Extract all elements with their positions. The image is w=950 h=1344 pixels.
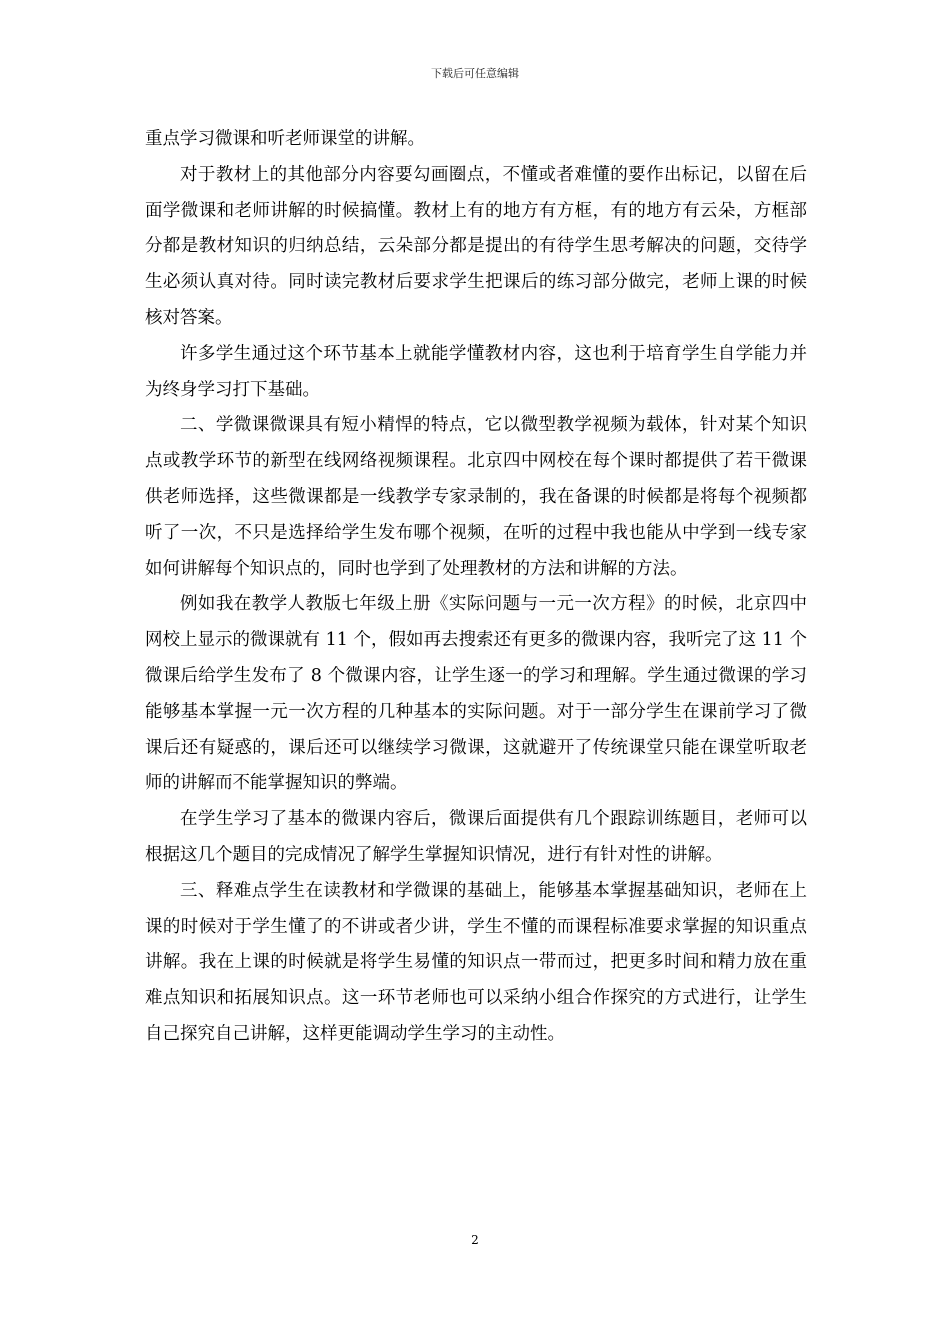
paragraph-textbook-marking: 对于教材上的其他部分内容要勾画圈点，不懂或者难懂的要作出标记，以留在后面学微课和老师讲解的时候搞懂。教材上有的地方有方框，有的地方有云朵，方框部分都是教材知识的归纳总结，云朵部分都是提出的有待学生思考解决的问题，交待学生必须认真对待。同时读完教材后要求学生把课后的练习部分做完，老师上课的时候核对答案。 <box>145 164 807 328</box>
paragraph-tracking-exercises: 在学生学习了基本的微课内容后，微课后面提供有几个跟踪训练题目，老师可以根据这几个题目的完成情况了解学生掌握知识情况，进行有针对性的讲解。 <box>145 809 807 865</box>
paragraph-micro-course: 二、学微课微课具有短小精悍的特点，它以微型教学视频为载体，针对某个知识点或教学环节的新型在线网络视频课程。北京四中网校在每个课时都提供了若干微课供老师选择，这些微课都是一线教学专家录制的，我在备课的时候都是将每个视频都听了一次，不只是选择给学生发布哪个视频，在听的过程中我也能从中学到一线专家如何讲解每个知识点的，同时也学到了处理教材的方法和讲解的方法。 <box>145 415 807 579</box>
document-body <box>145 122 807 1053</box>
paragraph-self-study: 许多学生通过这个环节基本上就能学懂教材内容，这也利于培育学生自学能力并为终身学习打下基础。 <box>145 343 807 400</box>
paragraph-difficult-points: 三、释难点学生在读教材和学微课的基础上，能够基本掌握基础知识，老师在上课的时候对于学生懂了的不讲或者少讲，学生不懂的而课程标准要求掌握的知识重点讲解。我在上课的时候就是将学生易懂的知识点一带而过，把更多时间和精力放在重难点知识和拓展知识点。这一环节老师也可以采纳小组合作探究的方式进行，让学生自己探究自己讲解，这样更能调动学生学习的主动性。 <box>145 880 807 1044</box>
paragraph-continuation: 重点学习微课和听老师课堂的讲解。 <box>145 129 425 149</box>
page-header: 下载后可任意编辑 <box>431 67 519 80</box>
paragraph-example: 例如我在教学人教版七年级上册《实际问题与一元一次方程》的时候，北京四中网校上显示的微课就有 11 个，假如再去搜索还有更多的微课内容，我听完了这 11 个微课后给学生发布了 8 个微课内容，让学生逐一的学习和理解。学生通过微课的学习能够基本掌握一元一次方程的几种基本的实际问题。对于一部分学生在课前学习了微课后还有疑惑的，课后还可以继续学习微课，这就避开了传统课堂只能在课堂听取老师的讲解而不能掌握知识的弊端。 <box>145 594 807 794</box>
page-number: 2 <box>471 1233 479 1247</box>
